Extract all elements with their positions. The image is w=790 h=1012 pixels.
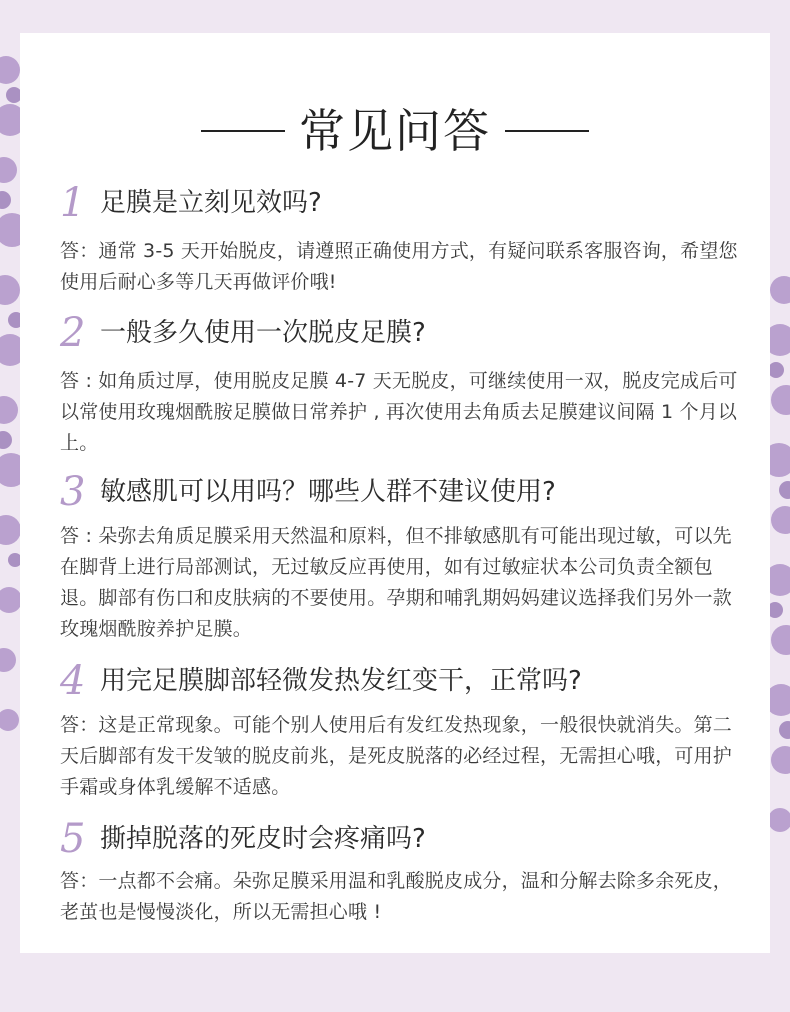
heading-rule-left xyxy=(201,130,285,132)
question-number: 1 xyxy=(60,180,86,226)
question-number: 3 xyxy=(60,469,86,515)
faq-question-4 xyxy=(60,659,582,703)
question-number: 4 xyxy=(60,658,86,704)
page-heading xyxy=(20,101,770,161)
faq-answer-5: 答：一点都不会痛。朵弥足膜采用温和乳酸脱皮成分，温和分解去除多余死皮，老茧也是慢慢淡化，所以无需担心哦 ! xyxy=(60,870,733,923)
heading-rule-right xyxy=(505,130,589,132)
faq-question-2 xyxy=(60,311,426,355)
page-title: 常见问答 xyxy=(299,104,491,158)
faq-answer-2: 答 : 如角质过厚，使用脱皮足膜 4-7 天无脱皮，可继续使用一双，脱皮完成后可以常使用玫瑰烟酰胺足膜做日常养护 , 再次使用去角质去足膜建议间隔 1 个月以上。 xyxy=(60,370,738,454)
faq-card xyxy=(20,33,770,953)
question-text: 敏感肌可以用吗？哪些人群不建议使用? xyxy=(100,477,556,507)
faq-question-1 xyxy=(60,181,322,225)
faq-answer-1: 答：通常 3-5 天开始脱皮，请遵照正确使用方式，有疑问联系客服咨询，希望您使用后耐心多等几天再做评价哦! xyxy=(60,240,738,293)
faq-question-5 xyxy=(60,817,426,861)
question-text: 足膜是立刻见效吗? xyxy=(100,188,322,218)
faq-answer-4: 答：这是正常现象。可能个别人使用后有发红发热现象，一般很快就消失。第二天后脚部有发干发皱的脱皮前兆，是死皮脱落的必经过程，无需担心哦，可用护手霜或身体乳缓解不适感。 xyxy=(60,714,733,798)
question-text: 用完足膜脚部轻微发热发红变干，正常吗? xyxy=(100,666,582,696)
question-number: 5 xyxy=(60,816,86,862)
question-number: 2 xyxy=(60,310,86,356)
faq-answer-3: 答 : 朵弥去角质足膜采用天然温和原料，但不排敏感肌有可能出现过敏，可以先在脚背上进行局部测试，无过敏反应再使用，如有过敏症状本公司负责全额包退。脚部有伤口和皮肤病的不要使用。孕期和哺乳期妈妈建议选择我们另外一款玫瑰烟酰胺养护足膜。 xyxy=(60,525,733,640)
faq-question-3 xyxy=(60,470,556,514)
question-text: 撕掉脱落的死皮时会疼痛吗? xyxy=(100,824,426,854)
question-text: 一般多久使用一次脱皮足膜? xyxy=(100,318,426,348)
